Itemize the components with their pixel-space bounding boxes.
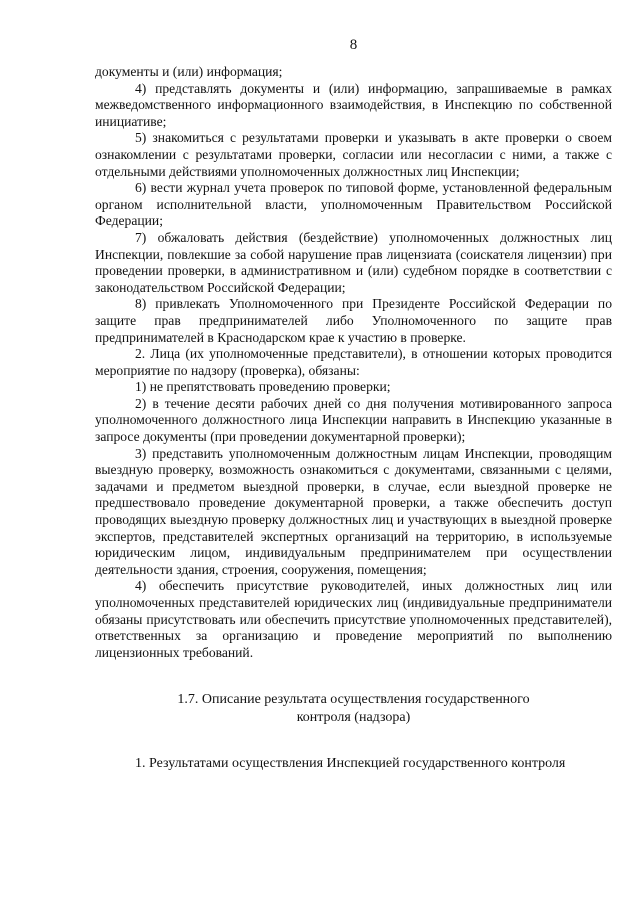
section-heading <box>115 691 592 727</box>
paragraph-item-6: 6) вести журнал учета проверок по типовой форме, установленной федеральным органом исполнительной власти, уполномоченным Правительством Российской Федерации; <box>95 180 612 229</box>
paragraph-duty-1: 1) не препятствовать проведению проверки; <box>135 379 391 395</box>
section-first-paragraph: 1. Результатами осуществления Инспекцией государственного контроля <box>135 756 566 772</box>
paragraph-duty-4: 4) обеспечить присутствие руководителей, иных должностных лиц или уполномоченных представителей юридических лиц (индивидуальные предприниматели обязаны присутствовать или обеспечить присутствие уполномоченных представителей), ответственных за организацию и проведение мероприятий по выполнению лицензионных требований. <box>95 578 612 660</box>
body-text <box>95 64 612 661</box>
paragraph-clause-2: 2. Лица (их уполномоченные представители), в отношении которых проводится мероприятие по надзору (проверка), обязаны: <box>95 346 612 378</box>
paragraph-item-4: 4) представлять документы и (или) информацию, запрашиваемые в рамках межведомственного информационного взаимодействия, в Инспекцию по собственной инициативе; <box>95 80 612 129</box>
section-body <box>95 755 612 773</box>
section-heading-line-1: 1.7. Описание результата осуществления государственного <box>177 692 530 708</box>
paragraph-item-7: 7) обжаловать действия (бездействие) уполномоченных должностных лиц Инспекции, повлекшие за собой нарушение прав лицензиата (соискателя лицензии) при проведении проверки, в административном и (или) судебном порядке в соответствии с законодательством Российской Федерации; <box>95 229 612 295</box>
paragraph-duty-3: 3) представить уполномоченным должностным лицам Инспекции, проводящим выездную проверку, возможность ознакомиться с документами, связанными с целями, задачами и предметом выездной проверки, в случае, если выездной проверке не предшествовало проведение документарной проверки, а также обеспечить доступ проводящих выездную проверку должностных лиц и участвующих в выездной проверке экспертов, представителей экспертных организаций на территорию, в используемые юридическим лицом, индивидуальным предпринимателем при осуществлении деятельности здания, строения, сооружения, помещения; <box>95 445 612 577</box>
paragraph-item-8: 8) привлекать Уполномоченного при Президенте Российской Федерации по защите прав предпринимателей либо Уполномоченного по защите прав предпринимателей в Краснодарском крае к участию в проверке. <box>95 296 612 345</box>
paragraph-item-5: 5) знакомиться с результатами проверки и указывать в акте проверки о своем ознакомлении с результатами проверки, согласии или несогласии с ними, а также с отдельными действиями уполномоченных должностных лиц Инспекции; <box>95 130 612 179</box>
paragraph-duty-2: 2) в течение десяти рабочих дней со дня получения мотивированного запроса уполномоченного должностного лица Инспекции направить в Инспекцию указанные в запросе документы (при проведении документарной проверки); <box>95 395 612 445</box>
page-number: 8 <box>349 37 358 53</box>
section-heading-line-2: контроля (надзора) <box>296 710 411 726</box>
paragraph-continuation: документы и (или) информация; <box>95 64 283 79</box>
